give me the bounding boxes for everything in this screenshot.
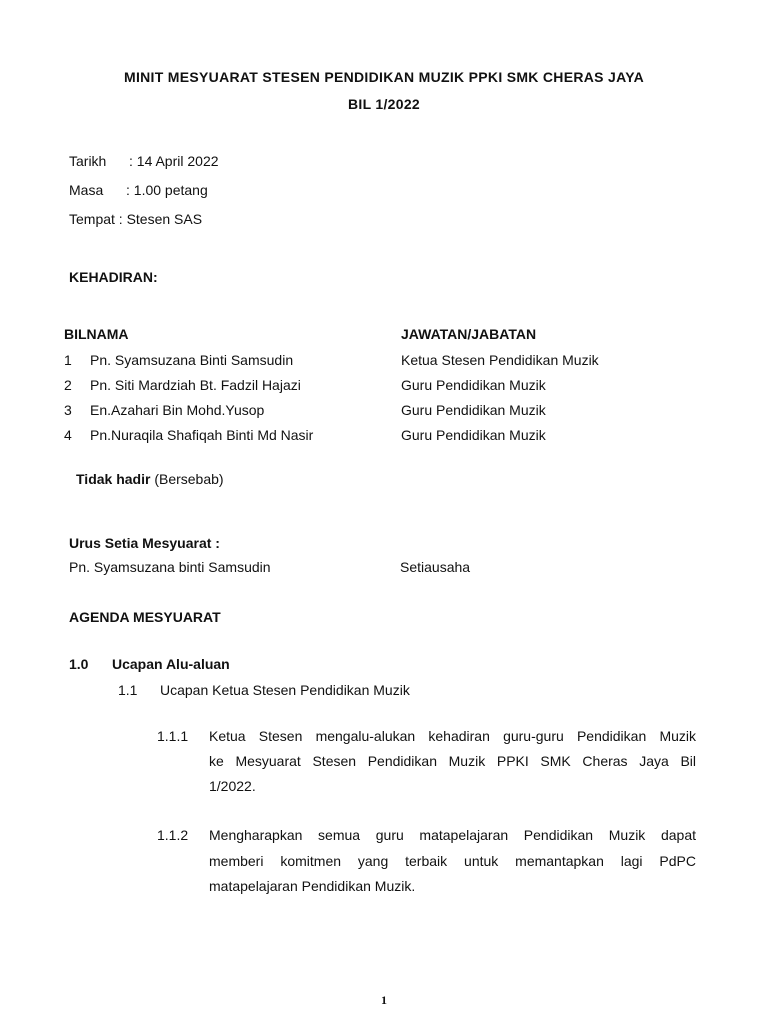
member-name: Pn. Syamsuzana Binti Samsudin [90,352,294,368]
member-name: Pn.Nuraqila Shafiqah Binti Md Nasir [90,427,314,443]
row-number: 1 [64,352,72,368]
secretariat-heading: Urus Setia Mesyuarat : [69,535,220,551]
absent-label: Tidak hadir [76,471,151,487]
row-number: 2 [64,377,72,393]
meeting-number: BIL 1/2022 [347,96,420,112]
row-number: 4 [64,427,72,443]
row-number: 3 [64,402,72,418]
secretariat-name: Pn. Syamsuzana binti Samsudin [69,559,271,575]
member-name: En.Azahari Bin Mohd.Yusop [90,402,265,418]
member-position: Guru Pendidikan Muzik [401,402,546,418]
section-number: 1.0 [69,656,89,672]
member-position: Guru Pendidikan Muzik [401,377,546,393]
time-value: : 1.00 petang [126,182,208,198]
attendance-heading: KEHADIRAN: [69,269,158,285]
item-text-line: memberi komitmen yang terbaik untuk memantapkan lagi PdPC [209,853,696,869]
subsection-number: 1.1 [118,682,138,698]
item-text-line: 1/2022. [209,778,256,794]
secretariat-position: Setiausaha [400,559,471,575]
item-text-line: matapelajaran Pendidikan Muzik. [209,878,416,894]
document-title: MINIT MESYUARAT STESEN PENDIDIKAN MUZIK PPKI SMK CHERAS JAYA [124,69,644,85]
member-position: Ketua Stesen Pendidikan Muzik [401,352,599,368]
member-name: Pn. Siti Mardziah Bt. Fadzil Hajazi [90,377,301,393]
section-title: Ucapan Alu-aluan [112,656,230,672]
item-text-line: Ketua Stesen mengalu-alukan kehadiran guru-guru Pendidikan Muzik [209,728,696,744]
date-label: Tarikh [69,153,107,169]
time-label: Masa [69,182,104,198]
item-text-line: ke Mesyuarat Stesen Pendidikan Muzik PPKI SMK Cheras Jaya Bil [209,753,696,769]
col-header-jawatan: JAWATAN/JABATAN [401,326,537,342]
item-number: 1.1.2 [157,827,189,843]
member-position: Guru Pendidikan Muzik [401,427,546,443]
absent-note: (Bersebab) [150,471,224,487]
agenda-heading: AGENDA MESYUARAT [69,609,221,625]
item-text-line: Mengharapkan semua guru matapelajaran Pendidikan Muzik dapat [209,827,696,843]
item-number: 1.1.1 [157,728,189,744]
absent-line [76,471,224,487]
page-number: 1 [381,993,387,1007]
date-value: : 14 April 2022 [129,153,219,169]
subsection-title: Ucapan Ketua Stesen Pendidikan Muzik [160,682,410,698]
venue: Tempat : Stesen SAS [69,211,203,227]
col-header-bil-nama: BILNAMA [64,326,129,342]
